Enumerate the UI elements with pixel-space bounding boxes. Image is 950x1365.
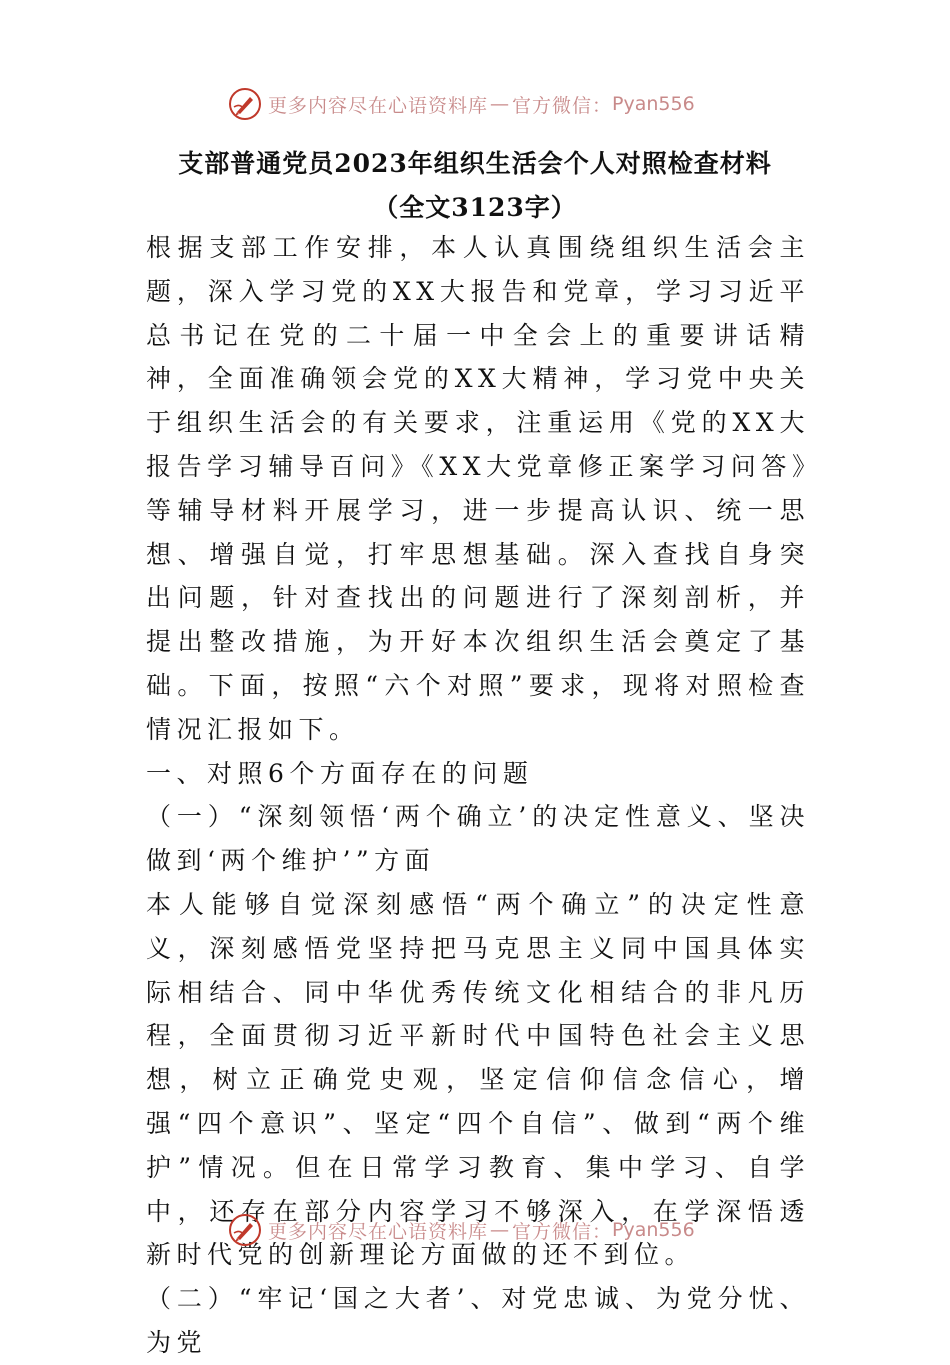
watermark-text: 更多内容尽在心语资料库 bbox=[268, 94, 489, 117]
paragraph-intro: 根据支部工作安排，本人认真围绕组织生活会主题，深入学习党的XX大报告和党章，学习习近平总书记在党的二十届一中全会上的重要讲话精神，全面准确领会党的XX大精神，学习党中央关于组织生活会的有关要求，注重运用《党的XX大报告学习辅导百问》《XX大党章修正案学习问答》等辅导材料开展学习，进一步提高认识、统一思想、增强自觉，打牢思想基础。深入查找自身突出问题，针对查找出的问题进行了深刻剖析，并提出整改措施，为开好本次组织生活会奠定了基础。下面，按照“六个对照”要求，现将对照检查情况汇报如下。 bbox=[146, 233, 810, 744]
watermark-header bbox=[228, 86, 695, 122]
paragraph-section-1: 本人能够自觉深刻感悟“两个确立”的决定性意义，深刻感悟党坚持把马克思主义同中国具体实际相结合、同中华优秀传统文化相结合的非凡历程，全面贯彻习近平新时代中国特色社会主义思想，树立正确党史观，坚定信仰信念信心，增强“四个意识”、坚定“四个自信”、做到“两个维护”情况。但在日常学习教育、集中学习、自学中，还存在部分内容学习不够深入，在学深悟透新时代党的创新理论方面做的还不到位。 bbox=[146, 889, 810, 1270]
section-heading: 一、对照6个方面存在的问题 bbox=[146, 758, 534, 788]
watermark-official: 官方微信： bbox=[512, 94, 613, 117]
subsection-heading-1: （一）“深刻领悟‘两个确立’的决定性意义、坚决做到‘两个维护’”方面 bbox=[146, 802, 810, 876]
watermark-official: 官方微信： bbox=[512, 1220, 613, 1243]
watermark-id: Pyan556 bbox=[612, 93, 695, 115]
watermark-footer bbox=[228, 1212, 695, 1248]
subsection-heading-2: （二）“牢记‘国之大者’、对党忠诚、为党分忧、为党 bbox=[146, 1284, 810, 1357]
watermark-separator: — bbox=[490, 1219, 511, 1241]
pen-logo-icon bbox=[228, 87, 262, 121]
watermark-text: 更多内容尽在心语资料库 bbox=[268, 1220, 489, 1243]
pen-logo-icon bbox=[228, 1213, 262, 1247]
document-title: 支部普通党员2023年组织生活会个人对照检查材料 bbox=[178, 149, 772, 178]
document-body bbox=[146, 226, 810, 1365]
watermark-separator: — bbox=[490, 93, 511, 115]
watermark-id: Pyan556 bbox=[612, 1219, 695, 1241]
document-subtitle: （全文3123字） bbox=[373, 193, 577, 222]
